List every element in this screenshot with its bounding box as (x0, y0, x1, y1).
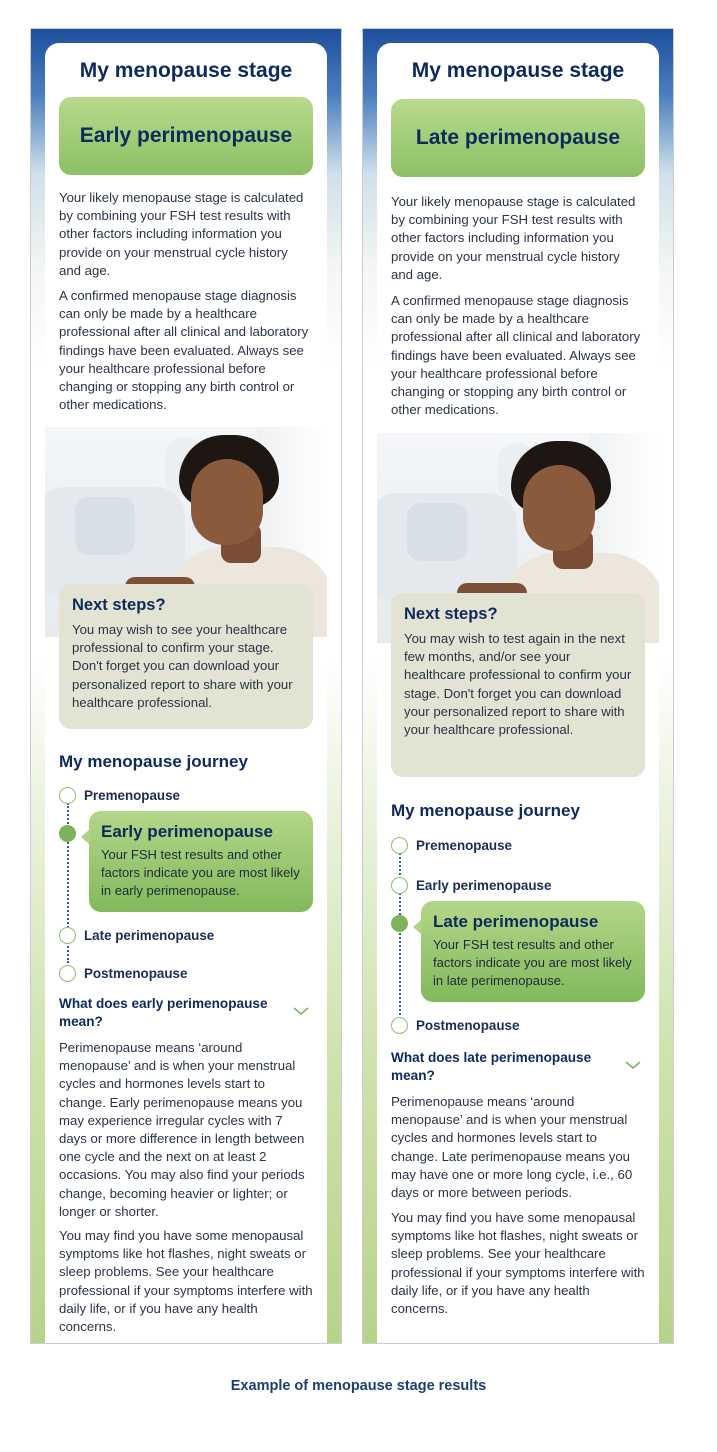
page-title: My menopause stage (79, 59, 293, 82)
journey-item (391, 875, 645, 895)
stage-dot-icon (391, 1017, 408, 1034)
faq-accordion[interactable] (59, 995, 313, 1031)
faq-answer-1: Perimenopause means ‘around menopause’ and is when your menstrual cycles and hormones levels start to change. Late perimenopause means you may have one or more long cycle, i.e., 60 days or more between periods. (391, 1094, 633, 1201)
current-stage-dot-icon (59, 825, 76, 842)
journey-label: Postmenopause (416, 1018, 520, 1033)
journey-item (391, 1015, 645, 1035)
figure-caption: Example of menopause stage results (230, 1378, 487, 1394)
stage-dot-icon (59, 927, 76, 944)
page-title: My menopause stage (411, 59, 625, 82)
journey-label: Premenopause (84, 788, 181, 803)
stage-dot-icon (59, 787, 76, 804)
faq-answer-2: You may find you have some menopausal symptoms like hot flashes, night sweats or sleep problems. See your healthcare professional if your symptoms interfere with daily life, or if you have any health concerns. (59, 1228, 313, 1335)
chevron-down-icon[interactable] (625, 1057, 641, 1073)
stage-dot-icon (391, 837, 408, 854)
faq-answer-1: Perimenopause means ‘around menopause’ and is when your menstrual cycles and hormones levels start to change. Early perimenopause means you may experience irregular cycles with 7 days or more difference in length between one cycle and the next on at least 2 occasions. You may also find your periods change, becoming heavier or lighter; or longer or shorter. (59, 1040, 305, 1219)
disclaimer-paragraph: A confirmed menopause stage diagnosis can only be made by a healthcare professional after all clinical and laboratory findings have been evaluated. Always see your healthcare professional before changing or stopping any birth control or other medications. (391, 293, 641, 418)
screen-late-perimenopause (362, 28, 674, 1344)
next-steps-card (391, 593, 645, 777)
chevron-down-icon[interactable] (293, 1003, 309, 1019)
current-stage-title: Late perimenopause (433, 912, 599, 931)
intro-paragraph: Your likely menopause stage is calculated by combining your FSH test results with other factors including information you provide on your menstrual cycle history and age. (391, 194, 636, 282)
stage-banner: Late perimenopause (391, 99, 645, 177)
current-stage-body: Your FSH test results and other factors indicate you are most likely in early perimenopause. (101, 847, 300, 898)
stage-banner: Early perimenopause (59, 97, 313, 175)
next-steps-body: You may wish to test again in the next few months, and/or see your healthcare professional to confirm your stage. Don't forget you can download your personalized report to share with your healthcare professional. (404, 631, 632, 738)
next-steps-body: You may wish to see your healthcare professional to confirm your stage. Don't forget you can download your personalized report to share with your healthcare professional. (72, 622, 293, 710)
next-steps-title: Next steps? (404, 605, 498, 623)
faq-answer-2: You may find you have some menopausal symptoms like hot flashes, night sweats or sleep problems. See your healthcare professional if your symptoms interfere with daily life, or if you have any health concerns. (391, 1210, 645, 1317)
current-stage-bubble (421, 901, 645, 1002)
disclaimer-paragraph: A confirmed menopause stage diagnosis can only be made by a healthcare professional after all clinical and laboratory findings have been evaluated. Always see your healthcare professional before changing or stopping any birth control or other medications. (59, 288, 309, 413)
intro-paragraph: Your likely menopause stage is calculated by combining your FSH test results with other factors including information you provide on your menstrual cycle history and age. (59, 190, 304, 278)
current-stage-dot-icon (391, 915, 408, 932)
next-steps-card (59, 584, 313, 729)
journey-label: Early perimenopause (416, 878, 552, 893)
stage-dot-icon (59, 965, 76, 982)
screen-early-perimenopause (30, 28, 342, 1344)
journey-item (59, 785, 313, 805)
faq-accordion[interactable] (391, 1049, 645, 1085)
current-stage-bubble (89, 811, 313, 912)
journey-title: My menopause journey (391, 801, 580, 820)
journey-label: Premenopause (416, 838, 513, 853)
journey-timeline (59, 785, 313, 985)
current-stage-body: Your FSH test results and other factors indicate you are most likely in late perimenopause. (433, 937, 632, 988)
journey-label: Postmenopause (84, 966, 188, 981)
journey-title: My menopause journey (59, 752, 248, 771)
journey-timeline (391, 835, 645, 1035)
journey-item (59, 963, 313, 983)
faq-question[interactable]: What does early perimenopause mean? (59, 996, 268, 1029)
faq-question[interactable]: What does late perimenopause mean? (391, 1050, 592, 1083)
result-sheet (45, 43, 327, 1343)
next-steps-title: Next steps? (72, 596, 166, 614)
journey-item (391, 835, 645, 855)
result-sheet (377, 43, 659, 1343)
current-stage-title: Early perimenopause (101, 822, 273, 841)
journey-label: Late perimenopause (84, 928, 215, 943)
journey-item (59, 925, 313, 945)
stage-dot-icon (391, 877, 408, 894)
